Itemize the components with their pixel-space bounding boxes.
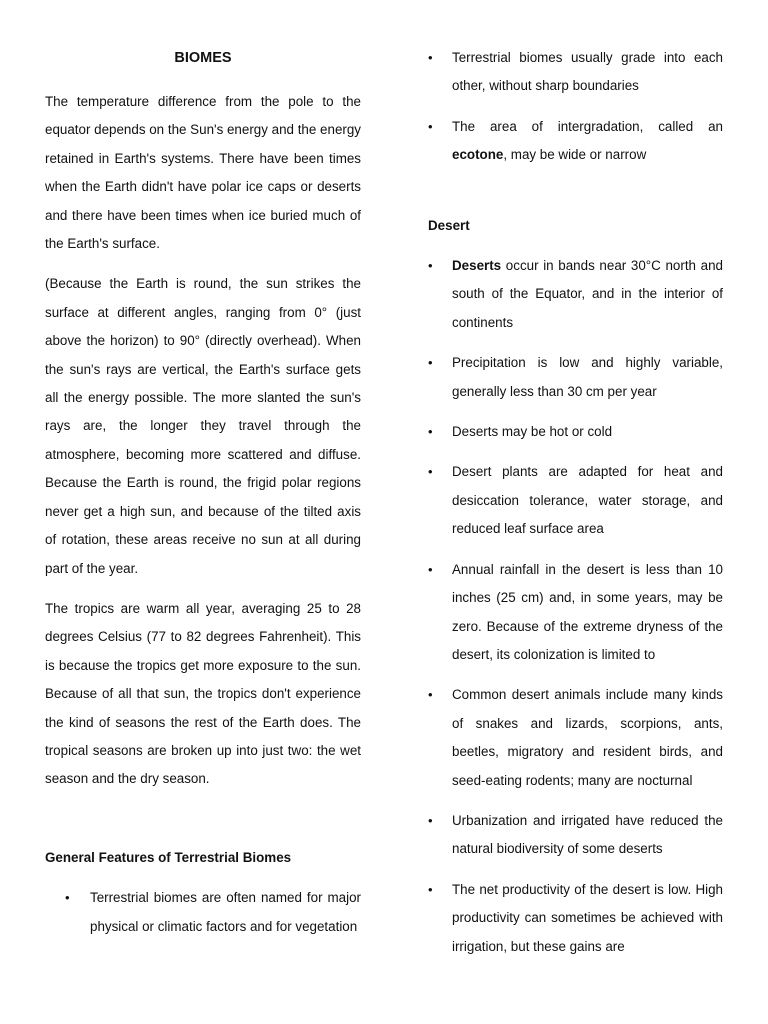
bullet-icon: • [428, 881, 433, 897]
bullet-icon: • [428, 561, 433, 577]
list-item-text: Deserts may be hot or cold [452, 424, 613, 440]
term-deserts: Deserts [452, 258, 502, 274]
list-item-text: Common desert animals include many kinds of snakes and lizards, scorpions, ants, beetles, migratory and resident birds, and seed-eating rodents; many are nocturnal [452, 687, 723, 788]
list-item [428, 681, 723, 795]
list-item [45, 884, 361, 941]
list-item-text: Urbanization and irrigated have reduced the natural biodiversity of some deserts [452, 812, 723, 857]
list-item-text: occur in bands near 30°C north and south of the Equator, and in the interior of continents [452, 258, 723, 330]
heading-general-features: General Features of Terrestrial Biomes [45, 849, 292, 865]
list-item [428, 458, 723, 543]
bullet-icon: • [428, 258, 433, 274]
list-item [428, 556, 723, 670]
bullet-icon: • [428, 424, 433, 440]
paragraph-sun-angles: (Because the Earth is round, the sun strikes the surface at different angles, ranging from 0° (just above the horizon) to 90° (directly overhead). When the sun's rays are vertical, the Earth's surface gets all the energy possible. The more slanted the sun's rays are, the longer they travel through the atmosphere, becoming more scattered and diffuse. Because the Earth is round, the frigid polar regions never get a high sun, and because of the tilted axis of rotation, these areas receive no sun at all during part of the year. [45, 276, 361, 576]
bullet-icon: • [428, 687, 433, 703]
list-item [428, 876, 723, 961]
section-spacer [45, 806, 361, 844]
section-spacer [428, 182, 723, 212]
bullet-icon: • [65, 890, 70, 906]
bullet-icon: • [428, 118, 433, 134]
list-item [428, 113, 723, 170]
document-title: BIOMES [174, 50, 232, 66]
list-item [428, 252, 723, 337]
desert-bullet-list [428, 252, 723, 961]
list-item-text: Terrestrial biomes are often named for major physical or climatic factors and for vegetation [90, 890, 361, 934]
left-column [45, 44, 361, 953]
list-item [428, 44, 723, 101]
bullet-icon: • [428, 355, 433, 371]
list-item [428, 349, 723, 406]
heading-desert: Desert [428, 217, 470, 233]
bullet-icon: • [428, 50, 433, 65]
list-item-text: Desert plants are adapted for heat and desiccation tolerance, water storage, and reduced leaf surface area [452, 464, 723, 537]
list-item-text: Annual rainfall in the desert is less than 10 inches (25 cm) and, in some years, may be zero. Because of the extreme dryness of the desert, its colonization is limited to [452, 561, 723, 662]
list-item-text: The net productivity of the desert is low. High productivity can sometimes be achieved with irrigation, but these gains are [452, 881, 723, 954]
paragraph-tropics: The tropics are warm all year, averaging 25 to 28 degrees Celsius (77 to 82 degrees Fahrenheit). This is because the tropics get more exposure to the sun. Because of all that sun, the tropics don't experience the kind of seasons the rest of the Earth does. The tropical seasons are broken up into just two: the wet season and the dry season. [45, 600, 361, 787]
term-ecotone: ecotone [452, 147, 504, 163]
list-item [428, 418, 723, 446]
list-item-text: Terrestrial biomes usually grade into each other, without sharp boundaries [452, 50, 723, 94]
top-bullet-list [428, 44, 723, 170]
list-item-text: The area of intergradation, called an [452, 118, 723, 134]
bullet-icon: • [428, 812, 433, 828]
bullet-icon: • [428, 464, 433, 480]
list-item [428, 807, 723, 864]
right-column [428, 44, 723, 973]
list-item-text: Precipitation is low and highly variable, generally less than 30 cm per year [452, 355, 723, 399]
paragraph-intro: The temperature difference from the pole to the equator depends on the Sun's energy and the energy retained in Earth's systems. There have been times when the Earth didn't have polar ice caps or deserts and there have been times when ice buried much of the Earth's surface. [45, 94, 361, 252]
list-item-text: , may be wide or narrow [503, 147, 647, 163]
features-bullet-list [45, 884, 361, 941]
